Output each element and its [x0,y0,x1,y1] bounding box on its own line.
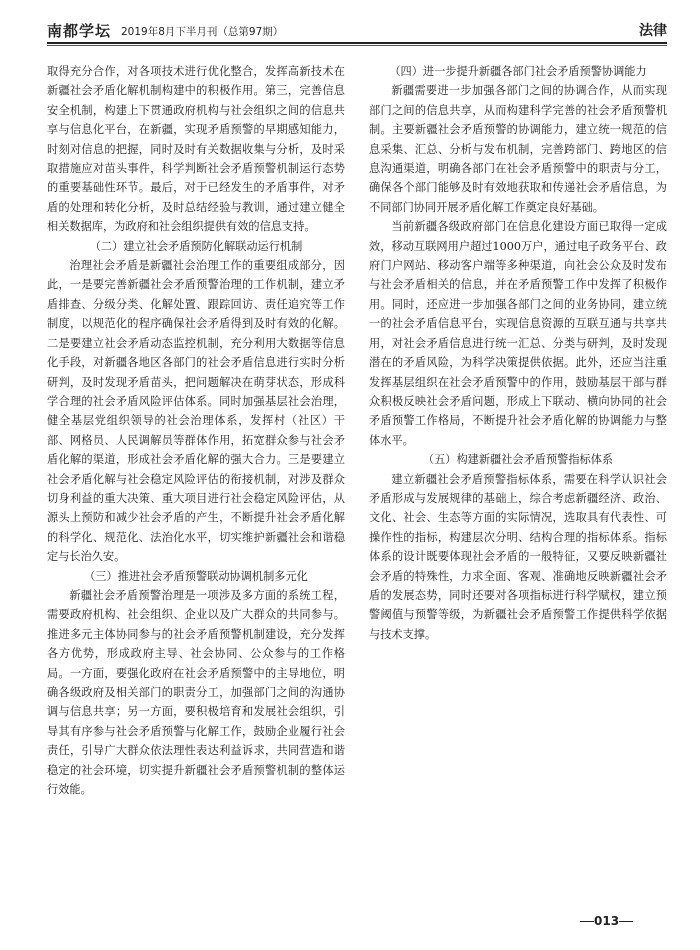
paragraph: 治理社会矛盾是新疆社会治理工作的重要组成部分，因此，一是要完善新疆社会矛盾预警治理的工作机制，建立矛盾排查、分级分类、化解处置、跟踪回访、责任追究等工作制度，以规范化的程序确保社会矛盾得到及时有效的化解。二是要建立社会矛盾动态监控机制，充分利用大数据等信息化手段，对新疆各地区各部门的社会矛盾信息进行实时分析研判，及时发现矛盾苗头，把问题解决在萌芽状态，形成科学合理的社会矛盾风险评估体系。同时加强基层社会治理，健全基层党组织领导的社会治理体系，发挥村（社区）干部、网格员、人民调解员等群体作用，拓宽群众参与社会矛盾化解的渠道，形成社会矛盾化解的强大合力。三是要建立社会矛盾化解与社会稳定风险评估的衔接机制，对涉及群众切身利益的重大决策、重大项目进行社会稳定风险评估，从源头上预防和减少社会矛盾的产生，不断提升社会矛盾化解的科学化、规范化、法治化水平，切实维护新疆社会和谐稳定与长治久安。 [47,259,345,564]
right-column [369,62,667,644]
section-heading: （三）推进社会矛盾预警联动协调机制多元化 [84,569,308,583]
left-column [47,62,345,799]
page-header [47,18,667,40]
page-number-dash [580,921,594,922]
header-rule [47,42,667,44]
section-heading: （二）建立社会矛盾预防化解联动运行机制 [89,239,303,253]
section-heading: （四）进一步提升新疆各部门社会矛盾预警协调能力 [389,65,647,78]
page-number-value: 013 [594,914,620,928]
page-number-dash [619,921,633,922]
section-heading: （五）构建新疆社会矛盾预警指标体系 [422,453,614,467]
section-label: 法律 [639,23,667,39]
page-number [580,914,633,928]
header-rule-thin [47,45,667,46]
paragraph: 新疆社会矛盾预警治理是一项涉及多方面的系统工程，需要政府机构、社会组织、企业以及广大群众的共同参与。推进多元主体协同参与的社会矛盾预警机制建设，充分发挥各方优势，形成政府主导、社会协同、公众参与的工作格局。一方面，要强化政府在社会矛盾预警中的主导地位，明确各级政府及相关部门的职责分工，加强部门之间的沟通协调与信息共享；另一方面，要积极培育和发展社会组织，引导其有序参与社会矛盾预警与化解工作，鼓励企业履行社会责任，引导广大群众依法理性表达利益诉求，共同营造和谐稳定的社会环境，切实提升新疆社会矛盾预警机制的整体运行效能。 [47,588,345,797]
issue-info: 2019年8月下半月刊（总第97期） [121,26,284,38]
paragraph: 新疆需要进一步加强各部门之间的协调合作，从而实现部门之间的信息共享，从而构建科学完善的社会矛盾预警机制。主要新疆社会矛盾预警的协调能力，建立统一规范的信息采集、汇总、分析与发布机制，完善跨部门、跨地区的信息沟通渠道，明确各部门在社会矛盾预警中的职责与分工，确保各个部门能够及时有效地获取和传递社会矛盾信息，为不同部门协同开展矛盾化解工作奠定良好基础。 [369,84,667,214]
journal-title: 南都学坛 [47,22,112,40]
paragraph: 取得充分合作，对各项技术进行优化整合，发挥高新技术在新疆社会矛盾化解机制构建中的积极作用。第三，完善信息安全机制，构建上下贯通政府机构与社会组织之间的信息共享与信息化平台，在新疆，实现矛盾预警的早期感知能力，时刻对信息的把握，同时及时有关数据收集与分析，及时采取措施应对苗头事件，科学判断社会矛盾预警机制运行态势的重要基础性环节。最后，对于已经发生的矛盾事件，对矛盾的处理和转化分析，及时总结经验与教训，通过建立健全相关数据库，为政府和社会组织提供有效的信息支持。 [47,65,345,234]
paragraph: 建立新疆社会矛盾预警指标体系，需要在科学认识社会矛盾形成与发展规律的基础上，综合考虑新疆经济、政治、文化、社会、生态等方面的实际情况，选取具有代表性、可操作性的指标，构建层次分明、结构合理的指标体系。指标体系的设计既要体现社会矛盾的一般特征，又要反映新疆社会矛盾的特殊性，力求全面、客观、准确地反映新疆社会矛盾的发展态势，同时还要对各项指标进行科学赋权，建立预警阈值与预警等级，为新疆社会矛盾预警工作提供科学依据与技术支撑。 [369,472,667,641]
paragraph: 当前新疆各级政府部门在信息化建设方面已取得一定成效，移动互联网用户超过1000万户，通过电子政务平台、政府门户网站、移动客户端等多种渠道，向社会公众及时发布与社会矛盾相关的信息，并在矛盾预警工作中发挥了积极作用。同时，还应进一步加强各部门之间的业务协同，建立统一的社会矛盾信息平台，实现信息资源的互联互通与共享共用，对社会矛盾信息进行统一汇总、分类与研判，及时发现潜在的矛盾风险，为科学决策提供依据。此外，还应当注重发挥基层组织在社会矛盾预警中的作用，鼓励基层干部与群众积极反映社会矛盾问题，形成上下联动、横向协同的社会矛盾预警工作格局，不断提升社会矛盾化解的协调能力与整体水平。 [369,220,667,447]
